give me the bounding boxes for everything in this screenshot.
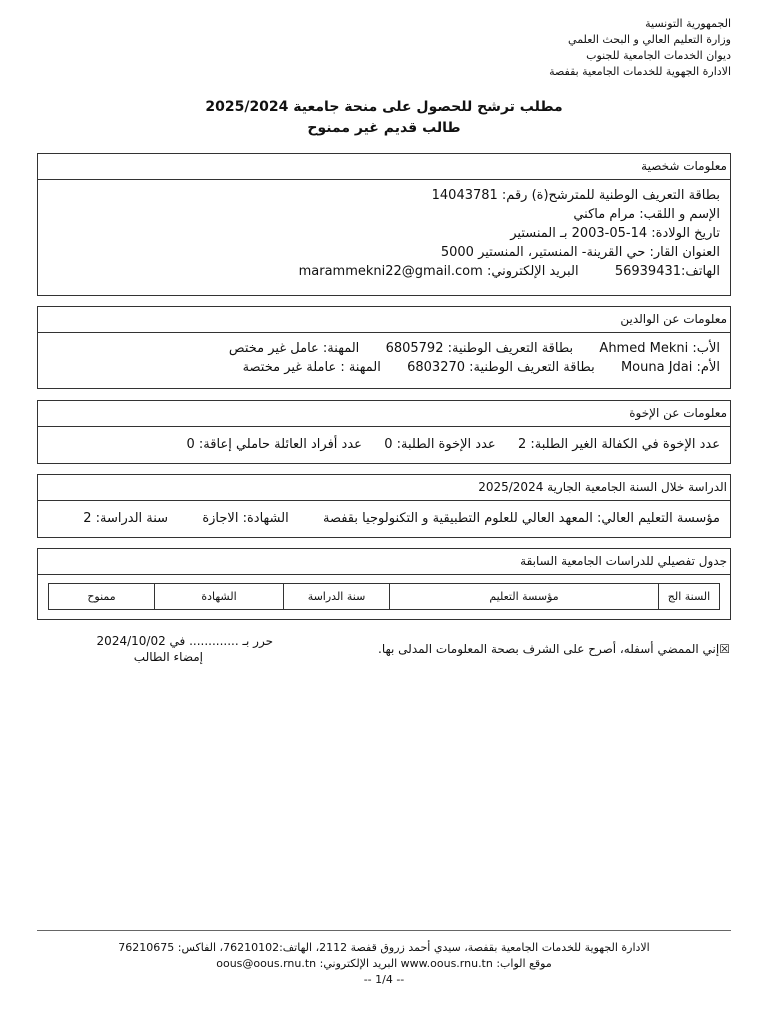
disabled-members: عدد أفراد العائلة حاملي إعاقة: 0: [186, 437, 362, 452]
parents-heading: معلومات عن الوالدين: [38, 307, 730, 333]
contact-line: [46, 262, 720, 281]
signature-label: إمضاء الطالب: [133, 650, 203, 664]
parents-body: [38, 333, 730, 381]
father-label: الأب:: [692, 341, 720, 356]
mother-id: بطاقة التعريف الوطنية: 6803270: [407, 360, 595, 375]
study-year: سنة الدراسة: 2: [83, 511, 169, 526]
col-granted: ممنوح: [49, 584, 155, 610]
col-institution: مؤسسة التعليم: [390, 584, 659, 610]
history-header-row: [49, 584, 720, 610]
parents-section: [37, 306, 731, 389]
studies-line: [46, 509, 720, 528]
header-line-ministry: وزارة التعليم العالي و البحث العلمي: [568, 33, 731, 46]
dependent-siblings: عدد الإخوة في الكفالة الغير الطلبة: 2: [517, 437, 720, 452]
current-studies-body: [38, 501, 730, 532]
footer-divider: [37, 930, 731, 931]
col-study-year: سنة الدراسة: [284, 584, 390, 610]
personal-info-body: [38, 180, 730, 285]
footer-address: الادارة الجهوية للخدمات الجامعية بقفصة، سيدي أحمد زروق قفصة 2112، الهاتف:76210102، الفاكس: 76210675: [118, 941, 650, 954]
place-date: حرر بـ ............. في 2024/10/02: [96, 634, 273, 648]
mother-name: Mouna Jdai: [620, 360, 693, 375]
declaration-text: إني الممضي أسفله، أصرح على الشرف بصحة المعلومات المدلى بها.: [378, 642, 720, 656]
phone-value: 56939431: [614, 264, 682, 279]
phone-label: الهاتف:: [681, 264, 720, 279]
national-id-line: بطاقة التعريف الوطنية للمترشح(ة) رقم: 14043781: [431, 188, 720, 203]
siblings-body: [38, 427, 730, 458]
email-value: marammekni22@gmail.com: [298, 264, 483, 279]
full-name-line: الإسم و اللقب: مرام ماكني: [573, 207, 720, 222]
mother-label: الأم:: [696, 360, 720, 375]
siblings-heading: معلومات عن الإخوة: [38, 401, 730, 427]
personal-info-heading: معلومات شخصية: [38, 154, 730, 180]
email-label: البريد الإلكتروني:: [486, 264, 579, 279]
col-academic-year: السنة الج: [659, 584, 720, 610]
signature-block: [58, 633, 273, 665]
father-name: Ahmed Mekni: [599, 341, 689, 356]
history-section: [37, 548, 731, 620]
title-line-1: مطلب ترشح للحصول على منحة جامعية 2025/2024: [205, 99, 563, 115]
declaration-checkbox[interactable]: ☒: [719, 642, 730, 656]
father-line: [46, 339, 720, 358]
page-number: -- 1/4 --: [363, 973, 405, 986]
degree: الشهادة: الاجازة: [202, 511, 289, 526]
col-degree: الشهادة: [155, 584, 284, 610]
header-line-republic: الجمهورية التونسية: [645, 17, 731, 30]
father-job: المهنة: عامل غير مختص: [228, 341, 360, 356]
header-line-regional: الادارة الجهوية للخدمات الجامعية بقفصة: [549, 65, 731, 78]
current-studies-heading: الدراسة خلال السنة الجامعية الجارية 2025/2024: [38, 475, 730, 501]
address-line: العنوان القار: حي القرينة- المنستير، المنستير 5000: [440, 245, 720, 260]
current-studies-section: [37, 474, 731, 538]
birth-line: تاريخ الولادة: 14-05-2003 بـ المنستير: [510, 226, 720, 241]
father-id: بطاقة التعريف الوطنية: 6805792: [385, 341, 574, 356]
siblings-line: [46, 435, 720, 454]
ministry-header: [549, 16, 731, 80]
document-title: [0, 97, 768, 139]
history-heading: جدول تفصيلي للدراسات الجامعية السابقة: [38, 549, 730, 575]
student-siblings: عدد الإخوة الطلبة: 0: [384, 437, 496, 452]
declaration: [378, 642, 730, 656]
title-line-2: طالب قديم غير ممنوح: [307, 120, 461, 136]
institution: مؤسسة التعليم العالي: المعهد العالي للعلوم التطبيقية و التكنولوجيا بقفصة: [322, 511, 720, 526]
history-table: [48, 583, 720, 610]
personal-info-section: [37, 153, 731, 296]
mother-job: المهنة : عاملة غير مختصة: [242, 360, 381, 375]
footer: [0, 940, 768, 988]
footer-contact: موقع الواب: www.oous.rnu.tn البريد الإلكتروني: oous@oous.rnu.tn: [216, 957, 552, 970]
siblings-section: [37, 400, 731, 464]
header-line-office: ديوان الخدمات الجامعية للجنوب: [586, 49, 731, 62]
mother-line: [46, 358, 720, 377]
